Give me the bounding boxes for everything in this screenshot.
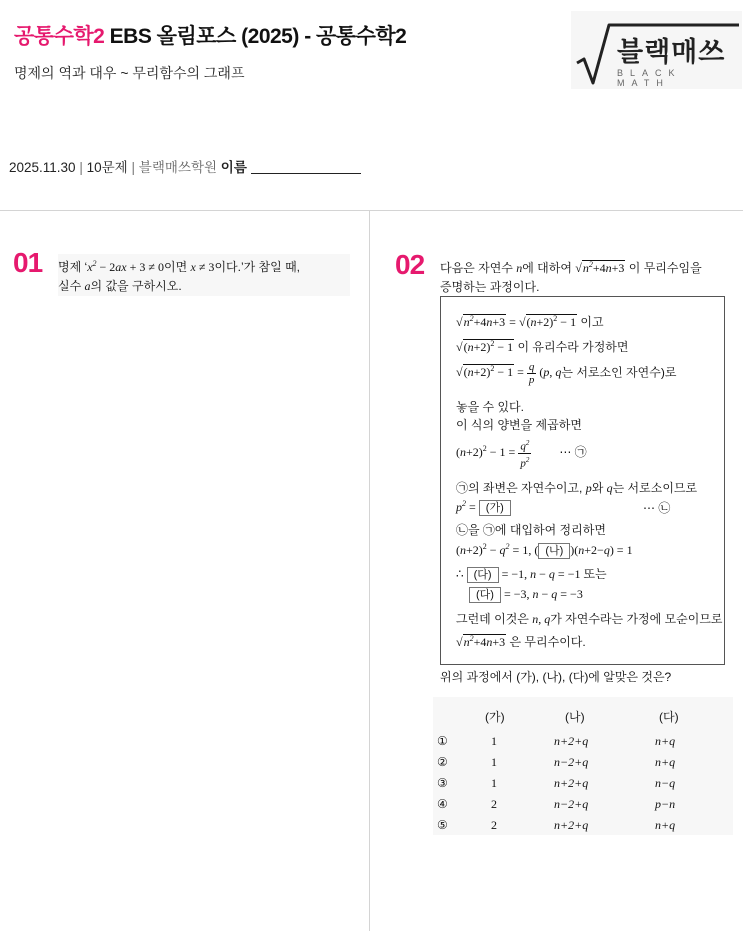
proof-line-5: 이 식의 양변을 제곱하면 — [456, 418, 582, 432]
proof-line-4: 놓을 수 있다. — [456, 400, 524, 414]
blank-da-2: (다) — [469, 587, 501, 603]
choice-4[interactable]: ④ 2 n−2+q p−n — [437, 797, 676, 811]
choice-5[interactable]: ⑤ 2 n+2+q n+q — [437, 818, 676, 832]
q2-number: 02 — [395, 249, 425, 280]
proof-line-11: ∴ (다) = −1, n − q = −1 또는 — [456, 567, 607, 581]
choices-header: (가) (나) (다) — [485, 710, 679, 724]
proof-line-3: $√(n+2)^2 - 1$ = $\frac{q}{p}$ (p, q는 서로소인 자연수)로 — [456, 361, 677, 386]
q1-text: 명제 ‘$x^2 - 2ax + 3 \ne 0$이면 x ≠ 3이다.’가 참일 때, 실수 a의 값을 구하시오. — [58, 254, 350, 296]
page-subtitle: 명제의 역과 대우 ~ 무리함수의 그래프 — [14, 65, 245, 81]
logo — [571, 11, 742, 89]
proof-line-10: $(n+2)^2 - q^2 = 1$, ( (나) )(n+2−q) = 1 — [456, 542, 633, 557]
q2-question: 위의 과정에서 (가), (나), (다)에 알맞은 것은? — [440, 670, 672, 684]
choice-3[interactable]: ③ 1 n+2+q n−q — [437, 776, 676, 790]
q1-number: 01 — [13, 247, 43, 278]
proof-line-6: $(n+2)^2 - 1$ = $\frac{q^2}{p^2}$ ⋯ ㉠ — [456, 439, 587, 470]
proof-line-9: ㉡을 ㉠에 대입하여 정리하면 — [456, 523, 606, 537]
title-rest: EBS 올림포스 (2025) - 공통수학2 — [104, 25, 407, 48]
column-divider — [369, 211, 370, 931]
meta-academy: 블랙매쓰학원 — [138, 160, 218, 175]
proof-line-7: ㉠의 좌변은 자연수이고, p와 q는 서로소이므로 — [456, 481, 698, 495]
logo-text: 블랙매쓰 — [617, 37, 726, 67]
blank-da-1: (다) — [467, 567, 499, 583]
meta-count: 10문제 — [86, 160, 128, 175]
title-subject: 공통수학2 — [14, 25, 105, 48]
meta-line: 2025.11.30 | 10문제 | 블랙매쓰학원 이름 — [9, 156, 361, 176]
meta-date: 2025.11.30 — [9, 160, 76, 175]
blank-na: (나) — [538, 543, 570, 559]
proof-box — [440, 296, 725, 665]
q2-intro: 다음은 자연수 n에 대하여 $√n^2+4n+3$ 이 무리수임을 증명하는 과정이다. — [440, 260, 702, 294]
page-title — [14, 20, 406, 50]
name-blank-line[interactable] — [251, 159, 361, 174]
choice-2[interactable]: ② 1 n−2+q n+q — [437, 755, 676, 769]
logo-subtext: BLACK MATH — [617, 68, 682, 88]
meta-name-label: 이름 — [220, 160, 247, 175]
proof-line-13: 그런데 이것은 n, q가 자연수라는 가정에 모순이므로 — [456, 612, 723, 626]
proof-line-1: $√n^2+4n+3 = √(n+2)^2 - 1$ 이고 — [456, 314, 604, 329]
proof-line-2: $√(n+2)^2 - 1$ 이 유리수라 가정하면 — [456, 339, 629, 354]
proof-line-8: $p^2$ = (가) ⋯ ㉡ — [456, 499, 671, 515]
horizontal-divider — [0, 210, 743, 211]
proof-line-14: $√n^2+4n+3$ 은 무리수이다. — [456, 634, 586, 649]
choice-1[interactable]: ① 1 n+2+q n+q — [437, 734, 676, 748]
proof-line-12: (다) = −3, n − q = −3 — [469, 587, 583, 603]
blank-ga: (가) — [479, 500, 511, 516]
